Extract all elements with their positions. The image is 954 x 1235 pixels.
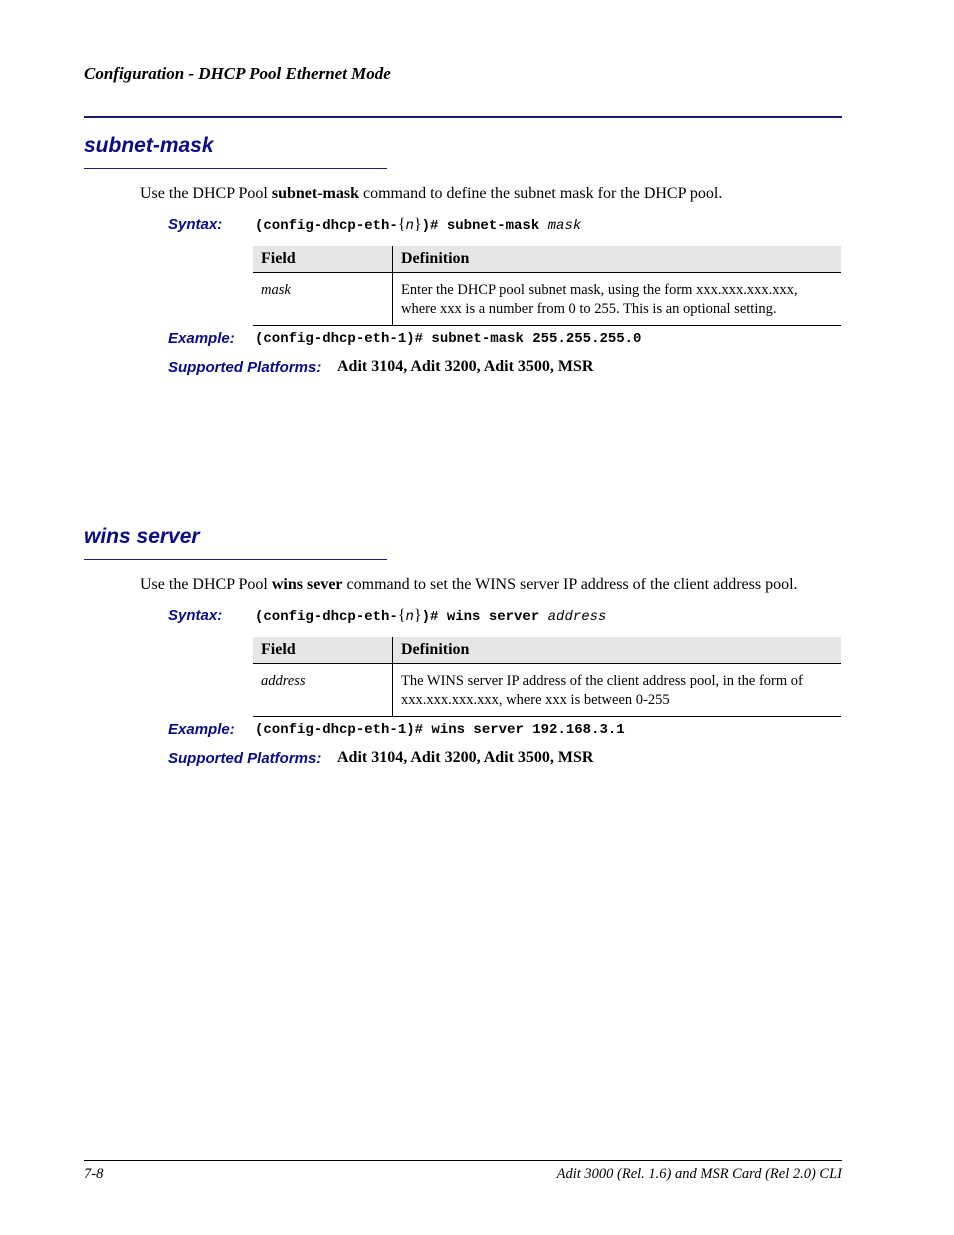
section-description <box>140 576 798 594</box>
section-divider <box>84 168 387 169</box>
column-header-definition: Definition <box>393 246 842 273</box>
command-name: wins sever <box>271 576 343 593</box>
syntax-command: )# wins server <box>421 609 548 625</box>
table-row <box>253 664 841 717</box>
syntax-prefix: (config-dhcp-eth- <box>255 218 398 234</box>
command-name: subnet-mask <box>271 185 359 202</box>
section-title-wins-server: wins server <box>84 525 200 548</box>
description-text: Use the DHCP Pool <box>140 576 272 593</box>
platforms-value: Adit 3104, Adit 3200, Adit 3500, MSR <box>337 358 594 375</box>
section-divider <box>84 559 387 560</box>
table-header-row <box>253 637 841 664</box>
syntax-label: Syntax: <box>168 216 223 233</box>
syntax-code <box>255 216 581 234</box>
example-label: Example: <box>168 721 235 738</box>
platforms-value: Adit 3104, Adit 3200, Adit 3500, MSR <box>337 749 594 766</box>
field-cell: address <box>253 664 393 717</box>
description-text: Use the DHCP Pool <box>140 185 272 202</box>
syntax-variable: n <box>405 218 414 234</box>
footer-divider <box>84 1160 842 1161</box>
syntax-argument: address <box>547 609 607 625</box>
description-text: command to define the subnet mask for the DHCP pool. <box>359 185 723 202</box>
page-header-title: Configuration - DHCP Pool Ethernet Mode <box>84 64 391 83</box>
table-row <box>253 273 841 326</box>
column-header-field: Field <box>253 246 393 273</box>
syntax-prefix: (config-dhcp-eth- <box>255 609 398 625</box>
syntax-variable: n <box>405 609 414 625</box>
syntax-command: )# subnet-mask <box>421 218 548 234</box>
table-header-row <box>253 246 841 273</box>
definition-table <box>253 637 841 717</box>
example-code: (config-dhcp-eth-1)# subnet-mask 255.255.255.0 <box>255 331 642 347</box>
syntax-brace: } <box>413 216 422 233</box>
syntax-code <box>255 607 606 625</box>
header-divider <box>84 116 842 118</box>
page-number: 7-8 <box>84 1166 104 1182</box>
example-label: Example: <box>168 330 235 347</box>
document-title: Adit 3000 (Rel. 1.6) and MSR Card (Rel 2.0) CLI <box>556 1166 842 1182</box>
section-title-subnet-mask: subnet-mask <box>84 134 214 157</box>
syntax-argument: mask <box>547 218 582 234</box>
definition-cell: The WINS server IP address of the client address pool, in the form of xxx.xxx.xxx.xxx, where xxx is between 0-255 <box>393 664 842 717</box>
column-header-definition: Definition <box>393 637 842 664</box>
syntax-brace: { <box>397 216 406 233</box>
syntax-brace: { <box>397 607 406 624</box>
definition-table <box>253 246 841 326</box>
description-text: command to set the WINS server IP address of the client address pool. <box>342 576 798 593</box>
syntax-label: Syntax: <box>168 607 223 624</box>
platforms-label: Supported Platforms: <box>168 750 322 767</box>
example-code: (config-dhcp-eth-1)# wins server 192.168.3.1 <box>255 722 625 738</box>
section-description <box>140 185 722 203</box>
field-cell: mask <box>253 273 393 326</box>
definition-cell: Enter the DHCP pool subnet mask, using the form xxx.xxx.xxx.xxx, where xxx is a number from 0 to 255. This is an optional setting. <box>393 273 842 326</box>
syntax-brace: } <box>413 607 422 624</box>
column-header-field: Field <box>253 637 393 664</box>
platforms-label: Supported Platforms: <box>168 359 322 376</box>
